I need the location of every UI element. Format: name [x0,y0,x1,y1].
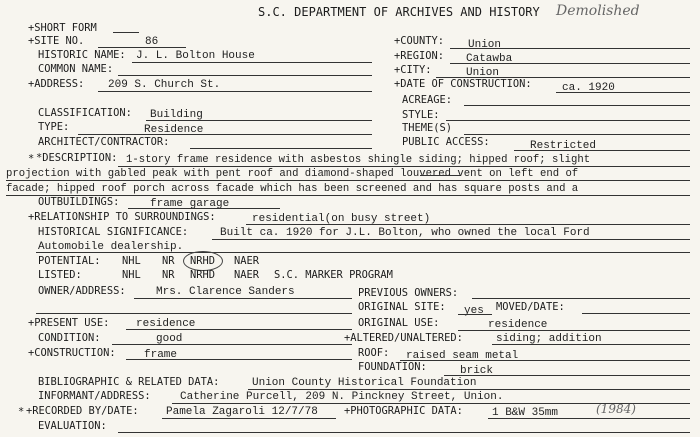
informant-value: Catherine Purcell, 209 N. Pinckney Street, Union. [180,391,504,403]
historic-name-underline [132,62,372,63]
architect-label: ARCHITECT/CONTRACTOR: [38,136,170,148]
potential-nrhd-circle [183,251,223,271]
description-label: *DESCRIPTION: [36,152,118,164]
recorded-value: Pamela Zagaroli 12/7/78 [166,406,318,418]
style-underline [446,120,690,121]
region-underline [450,63,690,64]
photographic-label: +PHOTOGRAPHIC DATA: [344,405,463,417]
recorded-asterisk: * [18,406,25,418]
style-label: STYLE: [402,109,440,121]
classification-value: Building [150,109,203,121]
description-line-2: projection with gabled peak with pent roof and diamond-shaped louvered vent on left end of [6,168,579,180]
city-value: Union [466,67,500,79]
county-value: Union [468,39,502,51]
construction-label: +CONSTRUCTION: [28,347,116,359]
type-underline [78,134,372,135]
roof-value: raised seam metal [406,350,519,362]
listed-nr: NR [162,269,175,281]
present-use-value: residence [136,318,196,330]
significance-line-2: Automobile dealership. [38,241,184,253]
original-use-underline [458,330,690,331]
altered-underline [492,344,690,345]
listed-nrhd: NRHD [190,269,216,281]
informant-label: INFORMANT/ADDRESS: [38,390,151,402]
foundation-value: brick [460,365,494,377]
recorded-label: +RECORDED BY/DATE: [26,405,139,417]
evaluation-underline [118,432,690,433]
site-no-label: +SITE NO. [28,35,85,47]
theme-underline [464,134,690,135]
foundation-label: FOUNDATION: [358,361,427,373]
original-use-label: ORIGINAL USE: [358,317,440,329]
significance-underline-2 [36,252,690,253]
original-site-underline [458,314,492,315]
significance-line-1: Built ca. 1920 for J.L. Bolton, who owned the local Ford [220,227,590,239]
owner-underline [134,298,352,299]
description-line-3: facade; hipped roof porch across facade which has been screened and has square posts and a [6,183,579,195]
original-site-value: yes [464,305,484,317]
description-line-1: 1-story frame residence with asbestos shingle siding; hipped roof; slight [126,154,591,166]
condition-value: good [156,333,183,345]
moved-date-label: MOVED/DATE: [496,301,565,313]
architect-underline [190,148,372,149]
outbuildings-underline [128,208,280,209]
photographic-underline [488,418,690,419]
roof-underline [400,360,690,361]
type-value: Residence [144,124,204,136]
address-underline [98,91,372,92]
county-underline [450,48,690,49]
public-access-label: PUBLIC ACCESS: [402,136,490,148]
public-access-value: Restricted [530,140,597,152]
outbuildings-label: OUTBUILDINGS: [38,196,120,208]
region-value: Catawba [466,53,513,65]
description-strikeout [420,175,460,176]
theme-label: THEME(S) [402,122,453,134]
construction-underline [126,359,352,360]
potential-nrhd: NRHD [190,255,216,267]
evaluation-label: EVALUATION: [38,420,107,432]
city-label: +CITY: [394,64,432,76]
significance-label: HISTORICAL SIGNIFICANCE: [38,226,189,238]
condition-underline [112,344,352,345]
demolished-handwritten-note: Demolished [556,3,640,19]
short-form-label: +SHORT FORM [28,22,97,34]
outbuildings-value: frame garage [150,198,230,210]
date-construction-underline [556,92,690,93]
recorded-underline [162,418,336,419]
photographic-value: 1 B&W 35mm [492,407,559,419]
site-no-value: 86 [145,36,159,48]
description-asterisk: * [28,153,35,165]
historic-name-value: J. L. Bolton House [136,50,255,62]
listed-nhl: NHL [122,269,141,281]
date-construction-label: +DATE OF CONSTRUCTION: [394,78,532,90]
owner-underline-2 [36,313,352,314]
previous-owners-underline [472,298,690,299]
moved-date-underline [582,313,690,314]
common-name-underline [118,75,372,76]
bibliographic-label: BIBLIOGRAPHIC & RELATED DATA: [38,376,220,388]
relationship-label: +RELATIONSHIP TO SURROUNDINGS: [28,211,216,223]
previous-owners-label: PREVIOUS OWNERS: [358,287,459,299]
form-title: S.C. DEPARTMENT OF ARCHIVES AND HISTORY [258,5,540,19]
original-site-label: ORIGINAL SITE: [358,301,446,313]
listed-naer: NAER [234,269,260,281]
potential-nhl: NHL [122,255,141,267]
bibliographic-underline [248,389,690,390]
classification-underline [146,120,372,121]
construction-value: frame [144,349,178,361]
present-use-underline [126,329,352,330]
potential-nr: NR [162,255,175,267]
site-no-underline [98,47,186,48]
address-value: 209 S. Church St. [108,79,221,91]
short-form-underline [113,32,139,33]
relationship-underline [246,224,690,225]
altered-label: +ALTERED/UNALTERED: [344,332,463,344]
county-label: +COUNTY: [394,35,445,47]
potential-label: POTENTIAL: [38,255,101,267]
listed-label: LISTED: [38,269,82,281]
description-underline-1 [118,166,690,167]
condition-label: CONDITION: [38,332,101,344]
roof-label: ROOF: [358,347,390,359]
region-label: +REGION: [394,50,445,62]
description-underline-2 [6,180,690,181]
date-construction-value: ca. 1920 [562,82,615,94]
classification-label: CLASSIFICATION: [38,107,132,119]
potential-naer: NAER [234,255,260,267]
bibliographic-value: Union County Historical Foundation [252,377,477,389]
relationship-value: residential(on busy street) [252,213,431,225]
address-label: +ADDRESS: [28,78,85,90]
owner-label: OWNER/ADDRESS: [38,285,126,297]
historic-name-label: HISTORIC NAME: [38,49,126,61]
foundation-underline [444,375,690,376]
altered-value: siding; addition [496,333,602,345]
photo-year-handwritten: (1984) [596,402,636,416]
owner-value: Mrs. Clarence Sanders [156,286,295,298]
present-use-label: +PRESENT USE: [28,317,110,329]
original-use-value: residence [488,319,548,331]
public-access-underline [514,150,690,151]
acreage-underline [464,105,690,106]
significance-underline-1 [212,239,690,240]
acreage-label: ACREAGE: [402,94,453,106]
common-name-label: COMMON NAME: [38,63,114,75]
type-label: TYPE: [38,121,70,133]
listed-sc-marker: S.C. MARKER PROGRAM [274,269,393,281]
